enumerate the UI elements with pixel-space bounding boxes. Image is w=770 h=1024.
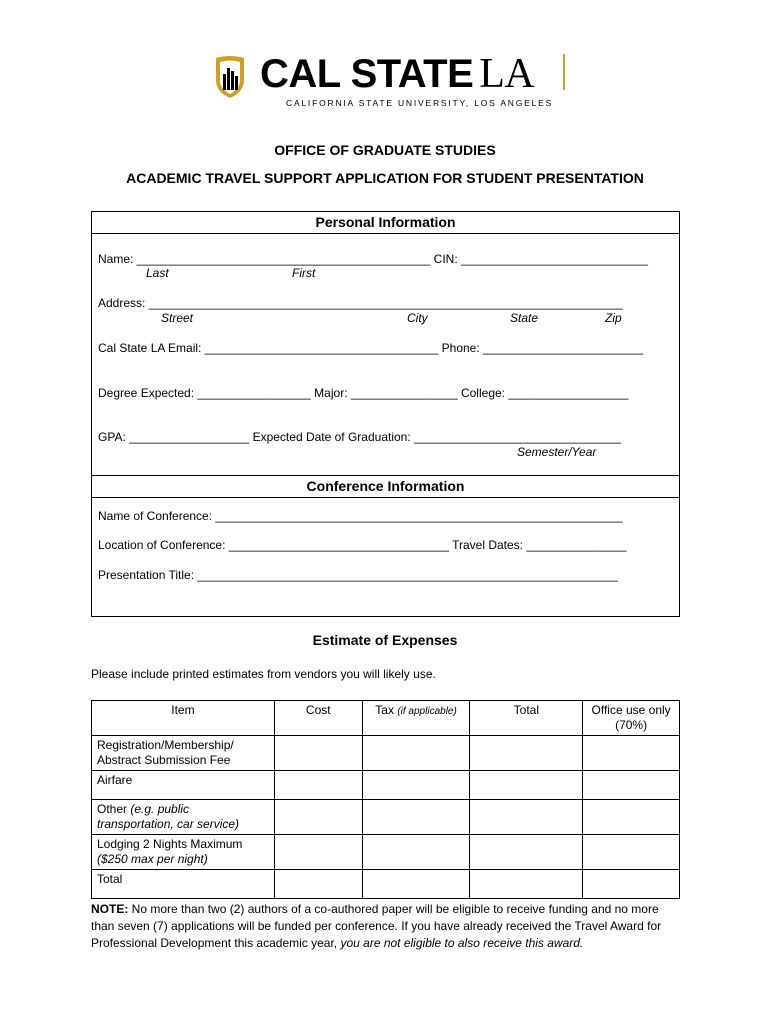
table-row [92,870,680,899]
table-row [92,800,680,835]
tax-cell[interactable] [362,771,470,800]
personal-information-section [91,211,680,476]
tax-cell[interactable] [362,835,470,870]
state-caption: State [510,311,539,325]
cost-cell[interactable] [274,835,362,870]
university-logo [212,52,572,112]
expenses-table [91,700,680,899]
presentation-title-field[interactable]: Presentation Title: _______________________________________________________________ [98,568,618,582]
airfare-label: Airfare [97,773,133,787]
conference-location-dates-field[interactable]: Location of Conference: _________________________________ Travel Dates: _______________ [98,538,627,552]
conference-information-section [91,475,680,617]
tax-cell[interactable] [362,870,470,899]
logo-wordmark [260,52,534,96]
column-header-cost: Cost [274,701,362,736]
expenses-instruction: Please include printed estimates from vendors you will likely use. [91,667,436,681]
column-header-tax [362,701,470,736]
name-cin-field[interactable]: Name: ____________________________________________ CIN: ____________________________ [98,252,648,266]
section-divider [92,497,679,498]
last-name-caption: Last [146,266,169,280]
column-header-item: Item [92,701,275,736]
cost-cell[interactable] [274,736,362,771]
lodging-label: Lodging 2 Nights Maximum [97,837,243,851]
note-text: No more than two (2) authors of a co-authored paper will be eligible to receive funding and no more than seven (7) applications will be funded per conference. If you have already received the Travel Award for Professional Development this academic year, [91,902,662,950]
total-cell[interactable] [470,736,583,771]
form-title: ACADEMIC TRAVEL SUPPORT APPLICATION FOR STUDENT PRESENTATION [126,170,644,186]
office-use-cell [583,870,680,899]
table-row [92,835,680,870]
lodging-note: ($250 max per night) [97,852,208,866]
cost-cell[interactable] [274,870,362,899]
tax-note: (if applicable) [397,706,457,717]
street-caption: Street [161,311,194,325]
total-cell[interactable] [470,870,583,899]
logo-name-suffix: LA [479,51,535,97]
office-use-cell [583,800,680,835]
tax-label: Tax [375,703,394,717]
other-note: (e.g. public transportation, car service) [97,802,240,831]
campus-shield-icon [212,54,248,98]
column-header-office-use: Office use only (70%) [583,701,680,736]
conference-section-header: Conference Information [306,478,465,494]
office-use-cell [583,736,680,771]
tax-cell[interactable] [362,736,470,771]
cost-cell[interactable] [274,771,362,800]
total-cell[interactable] [470,835,583,870]
row-label-lodging [92,835,275,870]
expenses-header: Estimate of Expenses [312,632,458,648]
degree-major-college-field[interactable]: Degree Expected: _________________ Major: ________________ College: __________________ [98,386,629,400]
cost-cell[interactable] [274,800,362,835]
row-label-other [92,800,275,835]
first-name-caption: First [292,266,316,280]
eligibility-note [91,901,681,952]
section-divider [92,233,679,234]
city-caption: City [407,311,428,325]
logo-divider [563,54,565,90]
note-label: NOTE: [91,902,129,916]
semester-year-caption: Semester/Year [517,445,597,459]
personal-section-header: Personal Information [315,214,456,230]
total-cell[interactable] [470,771,583,800]
conference-name-field[interactable]: Name of Conference: _____________________________________________________________ [98,509,623,523]
email-phone-field[interactable]: Cal State LA Email: ___________________________________ Phone: ________________________ [98,341,644,355]
tax-cell[interactable] [362,800,470,835]
row-label-total: Total [92,870,275,899]
logo-name: CAL STATE [260,52,474,96]
gpa-graduation-field[interactable]: GPA: __________________ Expected Date of Graduation: _______________________________ [98,430,621,444]
note-emphasis: you are not eligible to also receive this award. [340,936,584,950]
row-label-airfare [92,771,275,800]
table-row [92,736,680,771]
table-header-row [92,701,680,736]
office-use-cell [583,835,680,870]
column-header-total: Total [470,701,583,736]
other-label: Other [97,802,128,816]
table-row [92,771,680,800]
logo-tagline: CALIFORNIA STATE UNIVERSITY, LOS ANGELES [286,98,554,108]
office-title: OFFICE OF GRADUATE STUDIES [274,142,496,158]
address-field[interactable]: Address: _______________________________________________________________________ [98,296,623,310]
row-label-registration: Registration/Membership/ Abstract Submission Fee [92,736,275,771]
zip-caption: Zip [605,311,622,325]
total-cell[interactable] [470,800,583,835]
office-use-cell [583,771,680,800]
